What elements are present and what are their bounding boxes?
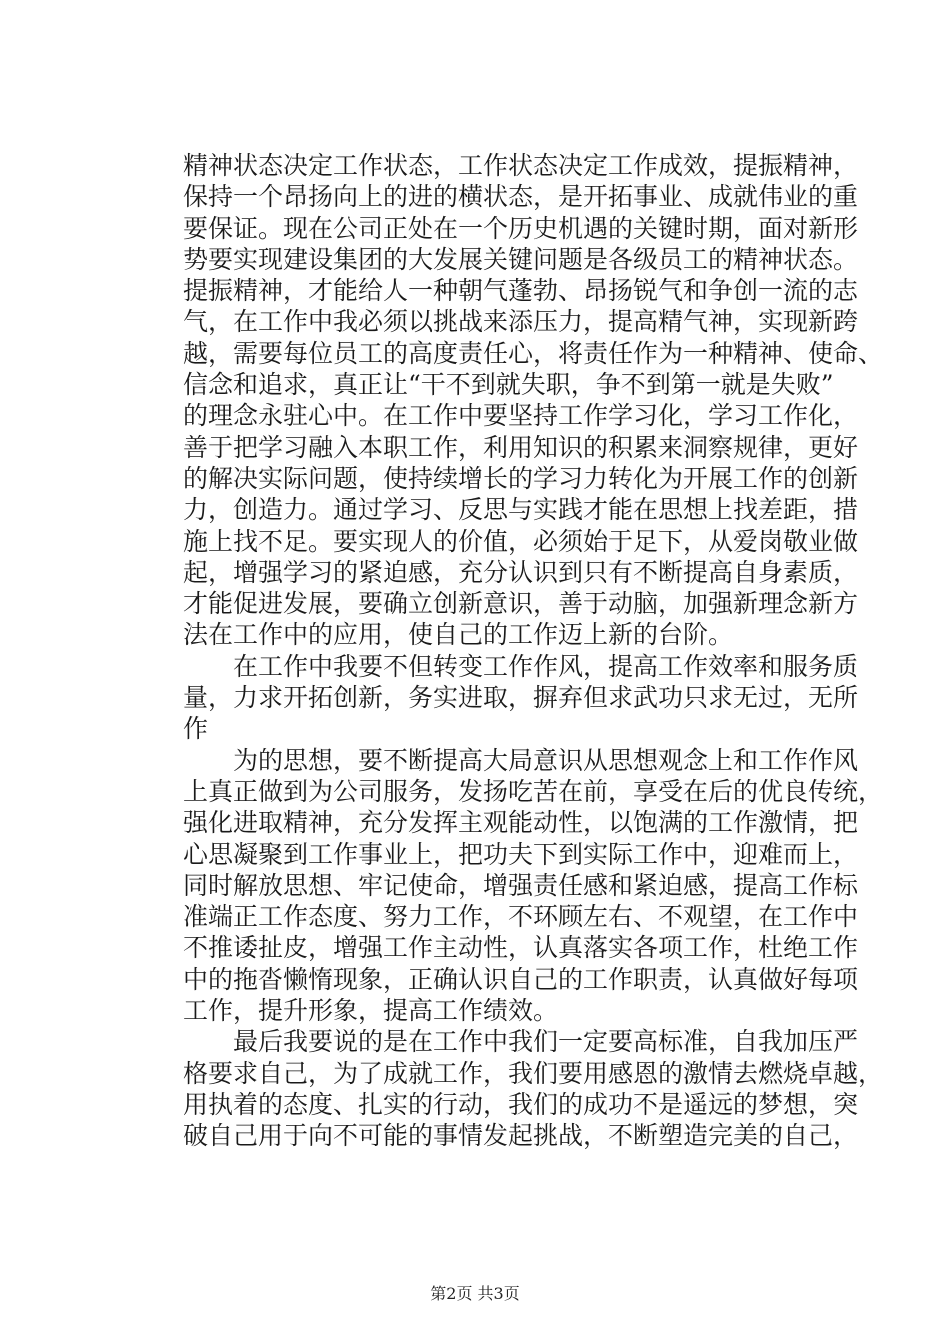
text-line: 不推诿扯皮，增强工作主动性，认真落实各项工作，杜绝工作 <box>183 933 859 963</box>
text-line: 越，需要每位员工的高度责任心，将责任作为一种精神、使命、 <box>183 338 884 368</box>
text-line: 精神状态决定工作状态，工作状态决定工作成效，提振精神， <box>183 151 859 180</box>
text-line: 要保证。现在公司正处在一个历史机遇的关键时期，面对新形 <box>183 213 859 243</box>
page-footer: 第2页 共3页 <box>430 1284 520 1303</box>
text-line: 势要实现建设集团的大发展关键问题是各级员工的精神状态。 <box>183 244 859 274</box>
text-line: 量，力求开拓创新，务实进取，摒弃但求武功只求无过，无所 <box>183 683 859 713</box>
text-line: 的解决实际问题，使持续增长的学习力转化为开展工作的创新 <box>183 463 859 493</box>
text-line: 施上找不足。要实现人的价值，必须始于足下，从爱岗敬业做 <box>183 526 859 556</box>
text-line: 提振精神，才能给人一种朝气蓬勃、昂扬锐气和争创一流的志 <box>183 276 859 306</box>
body-text <box>183 150 884 1152</box>
text-line: 信念和追求，真正让“干不到就失职，争不到第一就是失败” <box>183 370 834 400</box>
text-line: 上真正做到为公司服务，发扬吃苦在前，享受在后的优良传统， <box>183 776 884 806</box>
text-line: 用执着的态度、扎实的行动，我们的成功不是遥远的梦想，突 <box>183 1089 859 1119</box>
text-line: 才能促进发展，要确立创新意识，善于动脑，加强新理念新方 <box>183 589 859 619</box>
text-line: 心思凝聚到工作事业上，把功夫下到实际工作中，迎难而上， <box>183 839 859 869</box>
text-line: 同时解放思想、牢记使命，增强责任感和紧迫感，提高工作标 <box>183 870 859 900</box>
text-line: 的理念永驻心中。在工作中要坚持工作学习化，学习工作化， <box>183 401 859 431</box>
text-line: 工作，提升形象，提高工作绩效。 <box>183 996 559 1026</box>
text-line: 破自己用于向不可能的事情发起挑战，不断塑造完美的自己， <box>183 1121 859 1151</box>
text-line: 法在工作中的应用，使自己的工作迈上新的台阶。 <box>183 620 734 650</box>
text-line: 起，增强学习的紧迫感，充分认识到只有不断提高自身素质， <box>183 557 859 587</box>
text-line: 最后我要说的是在工作中我们一定要高标准，自我加压严 <box>183 1027 859 1057</box>
text-line: 力，创造力。通过学习、反思与实践才能在思想上找差距，措 <box>183 495 859 525</box>
text-line: 强化进取精神，充分发挥主观能动性，以饱满的工作激情，把 <box>183 808 859 838</box>
text-line: 为的思想，要不断提高大局意识从思想观念上和工作作风 <box>183 745 859 775</box>
text-line: 在工作中我要不但转变工作作风，提高工作效率和服务质 <box>183 651 859 681</box>
text-line: 准端正工作态度、努力工作，不环顾左右、不观望，在工作中 <box>183 902 859 932</box>
text-line: 善于把学习融入本职工作，利用知识的积累来洞察规律，更好 <box>183 432 859 462</box>
text-line: 作 <box>183 714 209 744</box>
text-line: 气，在工作中我必须以挑战来添压力，提高精气神，实现新跨 <box>183 307 859 337</box>
text-line: 格要求自己，为了成就工作，我们要用感恩的激情去燃烧卓越， <box>183 1058 884 1088</box>
text-line: 保持一个昂扬向上的进的横状态，是开拓事业、成就伟业的重 <box>183 182 859 212</box>
text-line: 中的拖沓懒惰现象，正确认识自己的工作职责，认真做好每项 <box>183 964 859 994</box>
